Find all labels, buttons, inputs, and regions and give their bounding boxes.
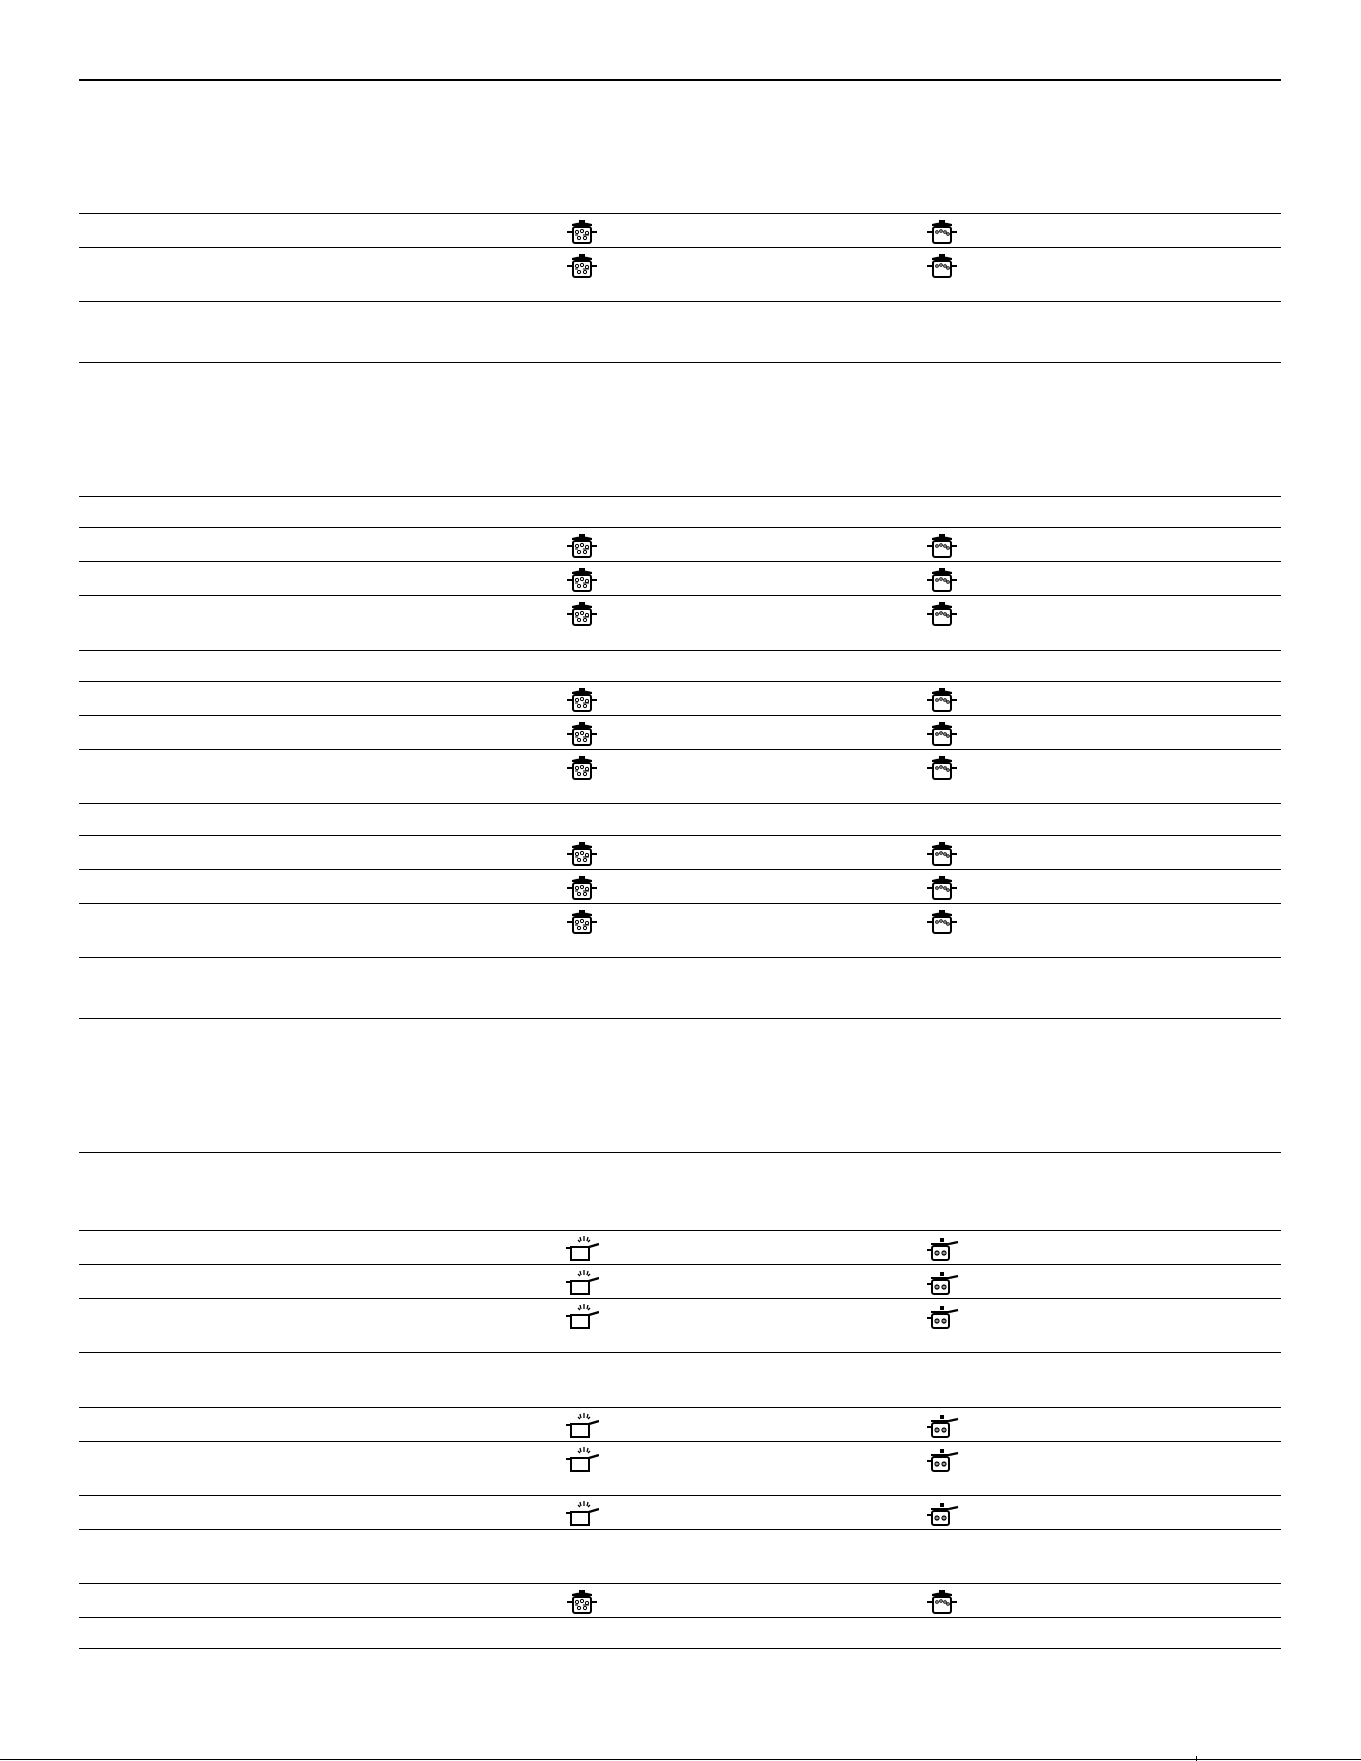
cooking-pot-boiling-icon bbox=[565, 252, 599, 280]
cooking-pot-boiling-icon bbox=[565, 720, 599, 748]
table-rule bbox=[79, 1407, 1281, 1408]
table-rule bbox=[79, 1264, 1281, 1265]
pressure-cooker-icon bbox=[925, 1412, 959, 1440]
cooking-pot-steam-icon bbox=[925, 874, 959, 902]
table-rule bbox=[79, 496, 1281, 497]
pressure-cooker-icon bbox=[925, 1235, 959, 1263]
cooking-pot-steam-icon bbox=[925, 252, 959, 280]
frying-pan-sizzle-icon bbox=[565, 1446, 599, 1474]
table-rule bbox=[79, 213, 1281, 214]
cooking-pot-boiling-icon bbox=[565, 566, 599, 594]
table-rule bbox=[79, 1352, 1281, 1353]
table-rule bbox=[79, 957, 1281, 958]
table-rule bbox=[79, 595, 1281, 596]
cooking-pot-boiling-icon bbox=[565, 874, 599, 902]
cooking-pot-steam-icon bbox=[925, 566, 959, 594]
pressure-cooker-icon bbox=[925, 1500, 959, 1528]
table-rule bbox=[79, 869, 1281, 870]
page-footer-rule bbox=[0, 1759, 1361, 1760]
cooking-pot-steam-icon bbox=[925, 1588, 959, 1616]
table-rule bbox=[79, 1152, 1281, 1153]
frying-pan-sizzle-icon bbox=[565, 1303, 599, 1331]
table-rule bbox=[79, 301, 1281, 302]
cooking-pot-steam-icon bbox=[925, 754, 959, 782]
cooking-pot-boiling-icon bbox=[565, 686, 599, 714]
pressure-cooker-icon bbox=[925, 1269, 959, 1297]
cooking-pot-boiling-icon bbox=[565, 1588, 599, 1616]
table-rule bbox=[79, 715, 1281, 716]
table-rule bbox=[79, 362, 1281, 363]
table-rule bbox=[79, 1529, 1281, 1530]
frying-pan-sizzle-icon bbox=[565, 1412, 599, 1440]
cooking-pot-boiling-icon bbox=[565, 218, 599, 246]
cooking-pot-steam-icon bbox=[925, 720, 959, 748]
table-rule bbox=[79, 1230, 1281, 1231]
table-rule bbox=[79, 247, 1281, 248]
table-rule bbox=[79, 1495, 1281, 1496]
table-rule bbox=[79, 681, 1281, 682]
table-rule bbox=[79, 1583, 1281, 1584]
cooking-pot-boiling-icon bbox=[565, 532, 599, 560]
table-rule bbox=[79, 650, 1281, 651]
pressure-cooker-icon bbox=[925, 1303, 959, 1331]
table-top-rule bbox=[79, 79, 1281, 81]
table-rule bbox=[79, 561, 1281, 562]
cooking-pot-boiling-icon bbox=[565, 840, 599, 868]
cooking-pot-boiling-icon bbox=[565, 754, 599, 782]
table-rule bbox=[79, 803, 1281, 804]
table-rule bbox=[79, 903, 1281, 904]
table-rule bbox=[79, 1617, 1281, 1618]
cooking-pot-boiling-icon bbox=[565, 600, 599, 628]
frying-pan-sizzle-icon bbox=[565, 1500, 599, 1528]
cooking-pot-steam-icon bbox=[925, 218, 959, 246]
cooking-pot-steam-icon bbox=[925, 686, 959, 714]
table-bottom-rule bbox=[79, 1648, 1281, 1649]
table-rule bbox=[79, 835, 1281, 836]
table-rule bbox=[79, 1441, 1281, 1442]
frying-pan-sizzle-icon bbox=[565, 1269, 599, 1297]
cooking-pot-steam-icon bbox=[925, 840, 959, 868]
cooking-pot-steam-icon bbox=[925, 908, 959, 936]
page-footer-tick bbox=[1196, 1756, 1197, 1761]
cooking-pot-steam-icon bbox=[925, 532, 959, 560]
table-rule bbox=[79, 749, 1281, 750]
pressure-cooker-icon bbox=[925, 1446, 959, 1474]
table-rule bbox=[79, 527, 1281, 528]
cooking-pot-boiling-icon bbox=[565, 908, 599, 936]
frying-pan-sizzle-icon bbox=[565, 1235, 599, 1263]
table-rule bbox=[79, 1298, 1281, 1299]
cooking-pot-steam-icon bbox=[925, 600, 959, 628]
table-rule bbox=[79, 1018, 1281, 1019]
